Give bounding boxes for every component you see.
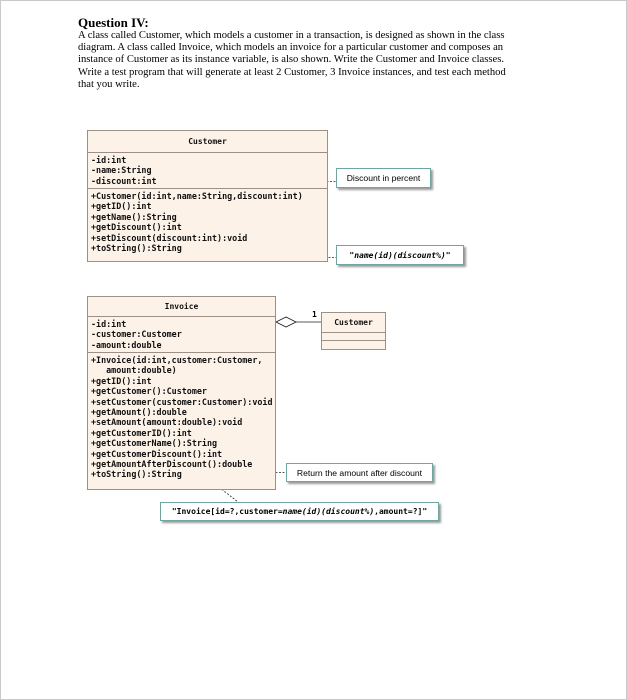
- customer-mini-attrs: [322, 333, 385, 341]
- method: +toString():String: [91, 243, 182, 254]
- question-line: Write a test program that will generate at least 2 Customer, 3 Invoice instances, and test each method: [78, 66, 506, 78]
- customer-attributes: [88, 153, 327, 189]
- question-line: diagram. A class called Invoice, which models an invoice for a particular customer and composes an: [78, 42, 504, 54]
- note-format-italic: name(id)(discount%): [282, 507, 375, 516]
- method: amount:double): [91, 365, 177, 376]
- method: +setAmount(amount:double):void: [91, 417, 243, 428]
- method: +getAmount():double: [91, 407, 187, 418]
- discount-note-text: Discount in percent: [346, 173, 421, 183]
- method: +getCustomerID():int: [91, 427, 192, 438]
- attribute: -customer:Customer: [91, 329, 182, 340]
- customer-methods: [88, 189, 327, 255]
- method: +toString():String: [91, 469, 182, 480]
- amount-note-text: Return the amount after discount: [296, 467, 423, 478]
- customer-mini-name: Customer: [322, 313, 385, 333]
- invoice-methods: [88, 353, 275, 482]
- customer-mini-box: [321, 312, 386, 350]
- method: +getID():int: [91, 201, 152, 212]
- invoice-attributes: [88, 317, 275, 353]
- attribute: -id:int: [91, 155, 127, 165]
- method: +Invoice(id:int,customer:Customer,: [91, 355, 263, 365]
- attribute: -discount:int: [91, 175, 157, 186]
- customer-class-box: [87, 130, 328, 262]
- note-quote: ": [349, 250, 355, 260]
- method: +getCustomer():Customer: [91, 386, 207, 397]
- question-title: Question IV:: [78, 15, 149, 30]
- invoice-class-name: Invoice: [88, 297, 275, 317]
- question-line: instance of Customer as its instance variable, is also shown. Write the Customer and Invoice classes.: [78, 54, 504, 66]
- customer-class-name: Customer: [88, 131, 327, 153]
- composition-diamond: [276, 317, 296, 327]
- attribute: -amount:double: [91, 339, 162, 350]
- method: +setCustomer(customer:Customer):void: [91, 396, 273, 407]
- note-format-text: name(id)(discount%): [354, 250, 446, 260]
- note-quote: ": [445, 250, 451, 260]
- method: +getCustomerDiscount():int: [91, 448, 223, 459]
- method: +setDiscount(discount:int):void: [91, 232, 248, 243]
- note-format-suffix: ,amount=?]": [374, 507, 428, 516]
- question-line: A class called Customer, which models a customer in a transaction, is designed as shown in the class: [78, 30, 505, 41]
- method: +getAmountAfterDiscount():double: [91, 459, 253, 470]
- method: +getCustomerName():String: [91, 438, 218, 449]
- multiplicity-label: 1: [312, 310, 317, 319]
- method: +getDiscount():int: [91, 222, 182, 233]
- amount-after-discount-note: [286, 463, 433, 482]
- customer-tostring-note: [336, 245, 464, 265]
- invoice-tostring-note: [160, 502, 439, 521]
- method: +Customer(id:int,name:String,discount:int): [91, 191, 303, 201]
- method: +getID():int: [91, 375, 152, 386]
- attribute: -id:int: [91, 319, 127, 329]
- customer-mini-methods: [322, 341, 385, 349]
- discount-note: [336, 168, 431, 188]
- question-line: that you write.: [78, 78, 140, 90]
- attribute: -name:String: [91, 165, 152, 176]
- invoice-class-box: [87, 296, 276, 490]
- note-format-prefix: "Invoice[id=?,customer=: [171, 507, 283, 516]
- method: +getName():String: [91, 211, 177, 222]
